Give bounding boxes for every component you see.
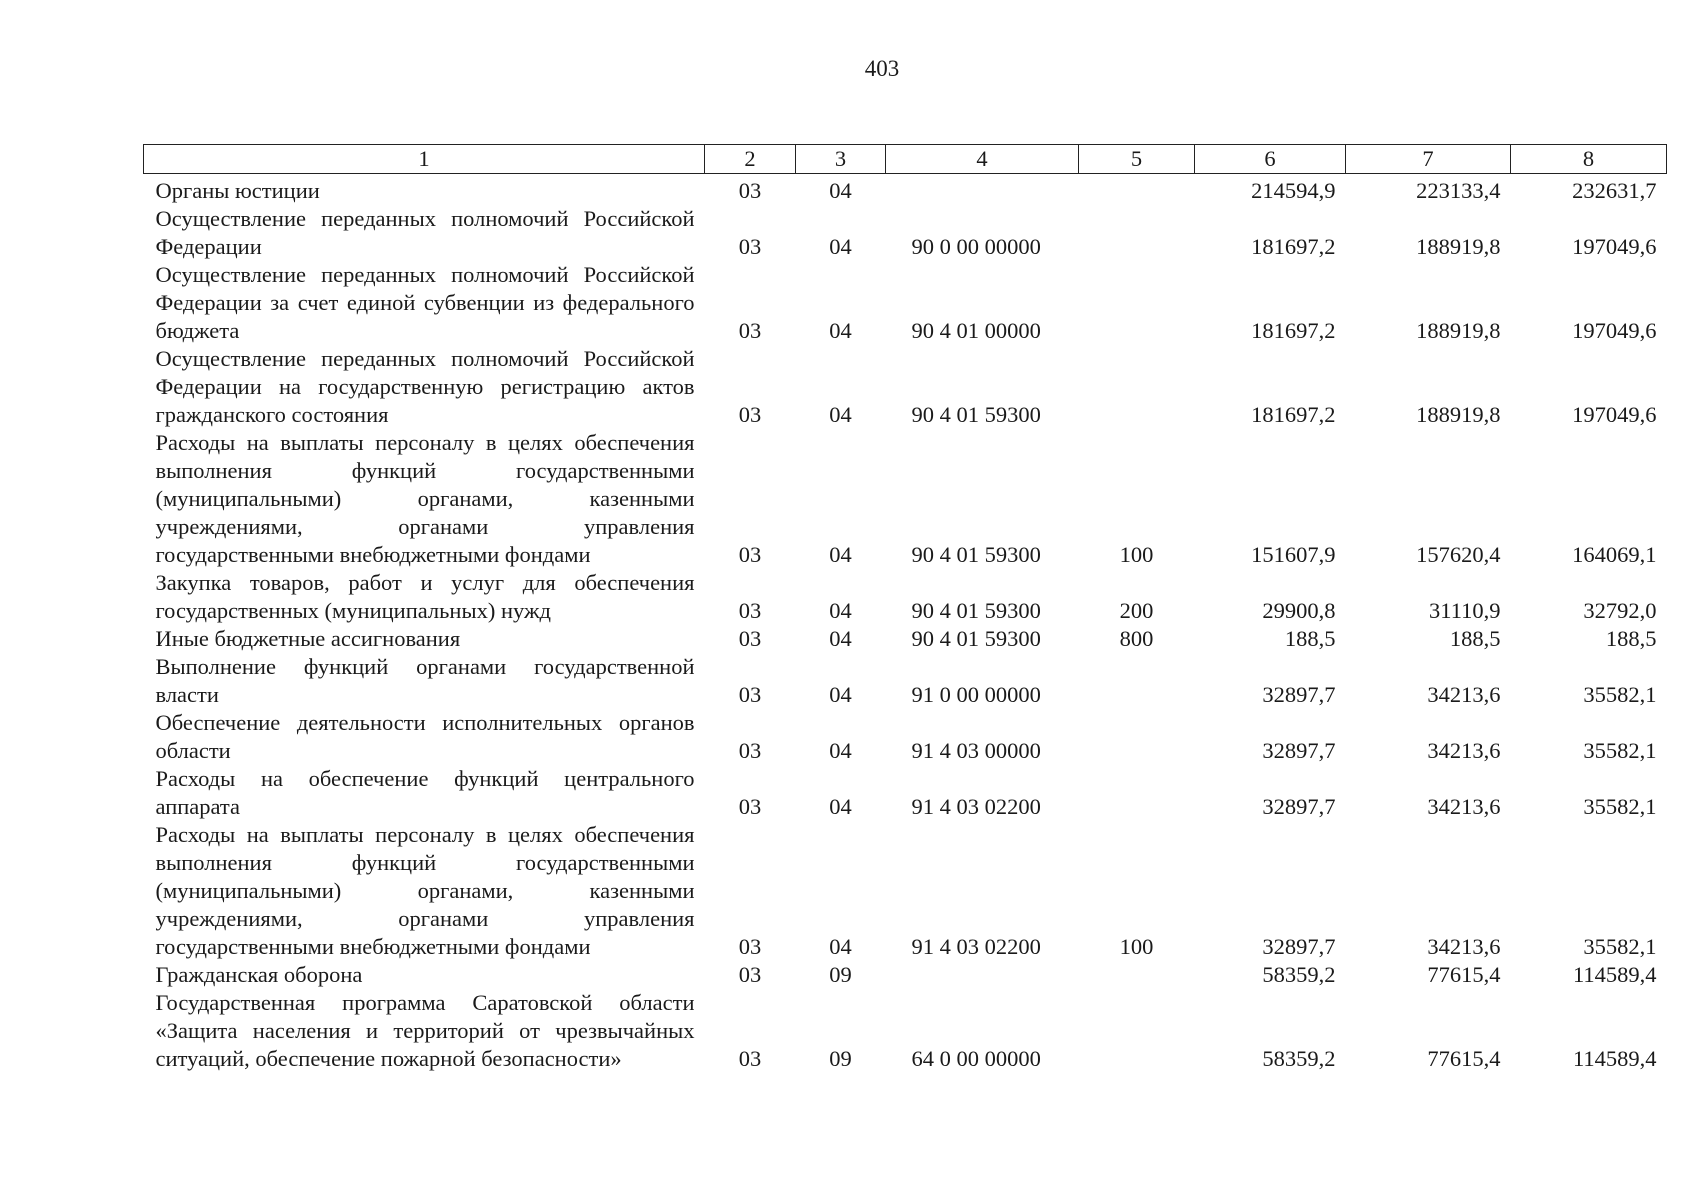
row-value-8: 197049,6 — [1572, 402, 1657, 427]
row-value-8: 35582,1 — [1583, 934, 1657, 959]
row-section-code: 03 — [738, 542, 762, 567]
row-expense-type — [1079, 709, 1195, 765]
row-target-article: 90 4 01 59300 — [911, 542, 1041, 567]
row-target-article: 64 0 00 00000 — [911, 1046, 1041, 1071]
row-target-article: 91 4 03 02200 — [911, 934, 1041, 959]
row-value-7: 34213,6 — [1427, 934, 1501, 959]
row-value-8: 35582,1 — [1583, 794, 1657, 819]
row-subsection-code: 04 — [829, 402, 852, 427]
row-value-6: 29900,8 — [1262, 598, 1336, 623]
row-name: Осуществление переданных полномочий Российской Федерации за счет единой субвенции из федерального бюджета — [155, 262, 695, 343]
row-value-6: 181697,2 — [1251, 234, 1336, 259]
row-target-article: 91 4 03 00000 — [911, 738, 1041, 763]
row-value-6: 181697,2 — [1251, 318, 1336, 343]
row-subsection-code: 04 — [829, 234, 852, 259]
row-value-7: 34213,6 — [1427, 794, 1501, 819]
row-value-7: 77615,4 — [1427, 962, 1501, 987]
row-value-6: 32897,7 — [1262, 682, 1336, 707]
row-value-8: 232631,7 — [1572, 178, 1657, 203]
row-subsection-code: 09 — [829, 1046, 852, 1071]
row-value-6: 32897,7 — [1262, 738, 1336, 763]
row-expense-type — [1079, 174, 1195, 206]
row-name: Осуществление переданных полномочий Российской Федерации на государственную регистрацию актов гражданского состояния — [155, 346, 695, 427]
row-target-article — [886, 961, 1079, 989]
table-row — [144, 961, 1667, 989]
table-row — [144, 625, 1667, 653]
row-value-7: 188919,8 — [1416, 318, 1501, 343]
row-value-7: 77615,4 — [1427, 1046, 1501, 1071]
row-target-article: 90 4 01 59300 — [911, 626, 1041, 651]
table-row — [144, 174, 1667, 206]
header-cell-1: 1 — [144, 145, 705, 174]
header-cell-4: 4 — [886, 145, 1079, 174]
row-expense-type — [1079, 653, 1195, 709]
row-value-7: 188,5 — [1449, 626, 1501, 651]
row-target-article: 90 4 01 59300 — [911, 598, 1041, 623]
row-name: Осуществление переданных полномочий Российской Федерации — [155, 206, 695, 259]
header-cell-5: 5 — [1079, 145, 1195, 174]
row-name: Иные бюджетные ассигнования — [155, 626, 461, 651]
row-value-8: 35582,1 — [1583, 682, 1657, 707]
row-target-article: 90 4 01 59300 — [911, 402, 1041, 427]
row-value-7: 34213,6 — [1427, 738, 1501, 763]
row-value-6: 58359,2 — [1262, 962, 1336, 987]
row-value-8: 164069,1 — [1572, 542, 1657, 567]
row-name: Выполнение функций органами государственной власти — [155, 654, 695, 707]
row-section-code: 03 — [738, 626, 762, 651]
table-row — [144, 569, 1667, 625]
row-name: Органы юстиции — [155, 178, 320, 203]
row-value-8: 35582,1 — [1583, 738, 1657, 763]
header-cell-3: 3 — [796, 145, 886, 174]
row-name: Обеспечение деятельности исполнительных органов области — [155, 710, 695, 763]
header-row — [144, 145, 1667, 174]
header-cell-2: 2 — [705, 145, 796, 174]
row-target-article: 90 0 00 00000 — [911, 234, 1041, 259]
row-subsection-code: 04 — [829, 598, 852, 623]
row-section-code: 03 — [738, 962, 762, 987]
row-section-code: 03 — [738, 178, 762, 203]
row-section-code: 03 — [738, 1046, 762, 1071]
row-value-8: 114589,4 — [1572, 962, 1657, 987]
row-subsection-code: 09 — [829, 962, 852, 987]
row-subsection-code: 04 — [829, 738, 852, 763]
row-expense-type — [1079, 989, 1195, 1073]
row-expense-type — [1079, 345, 1195, 429]
row-subsection-code: 04 — [829, 682, 852, 707]
table-body — [144, 174, 1667, 1074]
row-value-6: 32897,7 — [1262, 934, 1336, 959]
row-expense-type — [1079, 961, 1195, 989]
table-row — [144, 709, 1667, 765]
row-section-code: 03 — [738, 318, 762, 343]
row-section-code: 03 — [738, 234, 762, 259]
row-section-code: 03 — [738, 682, 762, 707]
row-value-7: 34213,6 — [1427, 682, 1501, 707]
row-subsection-code: 04 — [829, 318, 852, 343]
row-subsection-code: 04 — [829, 542, 852, 567]
table-row — [144, 205, 1667, 261]
row-name: Закупка товаров, работ и услуг для обеспечения государственных (муниципальных) нужд — [155, 570, 695, 623]
row-expense-type: 200 — [1119, 598, 1154, 623]
header-cell-7: 7 — [1346, 145, 1511, 174]
row-value-7: 188919,8 — [1416, 402, 1501, 427]
table-row — [144, 261, 1667, 345]
row-section-code: 03 — [738, 738, 762, 763]
row-expense-type — [1079, 261, 1195, 345]
budget-table — [143, 144, 1667, 1073]
row-value-6: 58359,2 — [1262, 1046, 1336, 1071]
row-name: Гражданская оборона — [155, 962, 363, 987]
row-value-6: 181697,2 — [1251, 402, 1336, 427]
row-subsection-code: 04 — [829, 626, 852, 651]
row-target-article: 90 4 01 00000 — [911, 318, 1041, 343]
row-value-8: 32792,0 — [1583, 598, 1657, 623]
row-value-8: 197049,6 — [1572, 318, 1657, 343]
row-expense-type — [1079, 765, 1195, 821]
row-expense-type: 100 — [1119, 934, 1154, 959]
row-expense-type: 100 — [1119, 542, 1154, 567]
row-subsection-code: 04 — [829, 178, 852, 203]
row-value-6: 151607,9 — [1251, 542, 1336, 567]
row-value-8: 188,5 — [1605, 626, 1657, 651]
row-value-8: 114589,4 — [1572, 1046, 1657, 1071]
row-name: Государственная программа Саратовской области «Защита населения и территорий от чрезвычайных ситуаций, обеспечение пожарной безопасности» — [155, 990, 695, 1071]
row-value-7: 188919,8 — [1416, 234, 1501, 259]
row-subsection-code: 04 — [829, 794, 852, 819]
table-row — [144, 345, 1667, 429]
table-row — [144, 821, 1667, 961]
row-subsection-code: 04 — [829, 934, 852, 959]
row-section-code: 03 — [738, 598, 762, 623]
row-section-code: 03 — [738, 402, 762, 427]
page-number: 403 — [864, 56, 900, 81]
row-section-code: 03 — [738, 934, 762, 959]
row-target-article: 91 4 03 02200 — [911, 794, 1041, 819]
header-cell-8: 8 — [1511, 145, 1667, 174]
row-target-article — [886, 174, 1079, 206]
row-value-7: 31110,9 — [1429, 598, 1501, 623]
row-value-8: 197049,6 — [1572, 234, 1657, 259]
header-cell-6: 6 — [1195, 145, 1346, 174]
row-value-6: 32897,7 — [1262, 794, 1336, 819]
row-value-6: 214594,9 — [1251, 178, 1336, 203]
row-section-code: 03 — [738, 794, 762, 819]
table-row — [144, 429, 1667, 569]
row-value-6: 188,5 — [1284, 626, 1336, 651]
row-name: Расходы на выплаты персоналу в целях обеспечения выполнения функций государственными (муниципальными) органами, казенными учреждениями, органами управления государственными внебюджетными фондами — [155, 430, 695, 567]
table-row — [144, 765, 1667, 821]
row-value-7: 157620,4 — [1416, 542, 1501, 567]
row-expense-type — [1079, 205, 1195, 261]
row-name: Расходы на обеспечение функций центрального аппарата — [155, 766, 695, 819]
row-target-article: 91 0 00 00000 — [911, 682, 1041, 707]
row-expense-type: 800 — [1119, 626, 1154, 651]
row-value-7: 223133,4 — [1416, 178, 1501, 203]
table-row — [144, 989, 1667, 1073]
table-row — [144, 653, 1667, 709]
row-name: Расходы на выплаты персоналу в целях обеспечения выполнения функций государственными (муниципальными) органами, казенными учреждениями, органами управления государственными внебюджетными фондами — [155, 822, 695, 959]
